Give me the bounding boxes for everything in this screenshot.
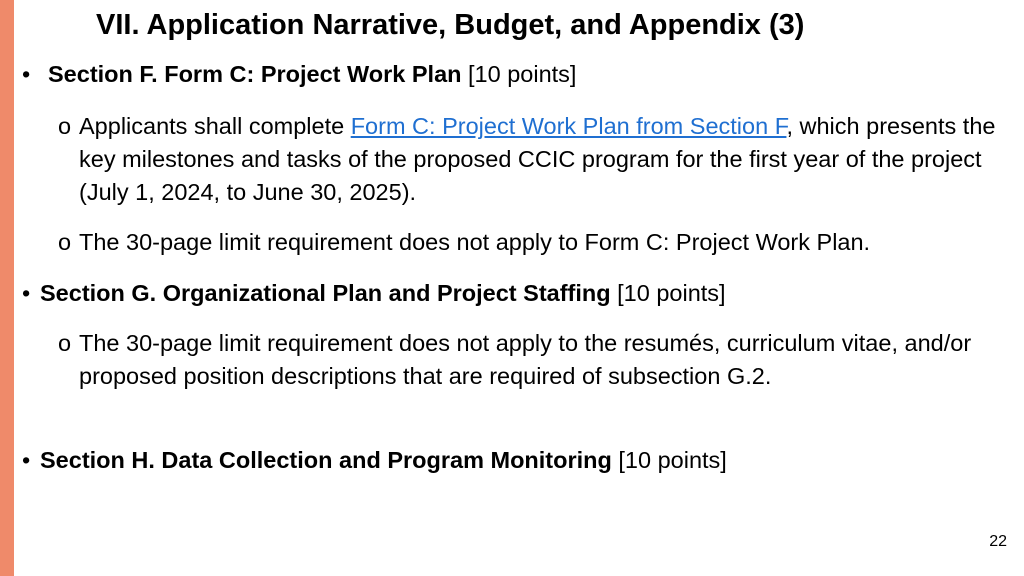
section-f-sub2-text: The 30-page limit requirement does not apply to Form C: Project Work Plan. [79,229,871,255]
section-g-bullet: • [22,280,31,306]
section-f-sub1-bullet: o [58,113,72,139]
section-f-sub1-text [79,110,1019,209]
section-f-heading: Section F. Form C: Project Work Plan [48,61,462,87]
section-g-points: [10 points] [610,280,726,306]
section-f-points: [10 points] [461,61,577,87]
section-g-heading: Section G. Organizational Plan and Project Staffing [40,280,611,306]
section-f-heading-line [48,58,576,91]
section-h-heading: Section H. Data Collection and Program Monitoring [40,447,612,473]
accent-bar [0,0,14,576]
section-h-points: [10 points] [611,447,727,473]
page-number: 22 [989,533,1007,550]
form-c-link[interactable]: Form C: Project Work Plan from Section F [350,113,787,139]
section-g-sub1-bullet: o [58,330,72,356]
section-f-sub1-after: , which presents the key milestones and tasks of the proposed CCIC program for the first year of the project (July 1, 2024, to June 30, 2025). [79,113,996,205]
section-h-heading-line [40,444,727,477]
section-f-sub2-bullet: o [58,229,72,255]
section-g-sub1-text: The 30-page limit requirement does not apply to the resumés, curriculum vitae, and/or proposed position descriptions that are required of subsection G.2. [79,330,972,389]
section-f-bullet: • [22,61,31,87]
section-g-heading-line [40,277,726,310]
section-f-sub1-before: Applicants shall complete [79,113,351,139]
section-h-bullet: • [22,447,31,473]
slide-title: VII. Application Narrative, Budget, and Appendix (3) [96,9,805,41]
